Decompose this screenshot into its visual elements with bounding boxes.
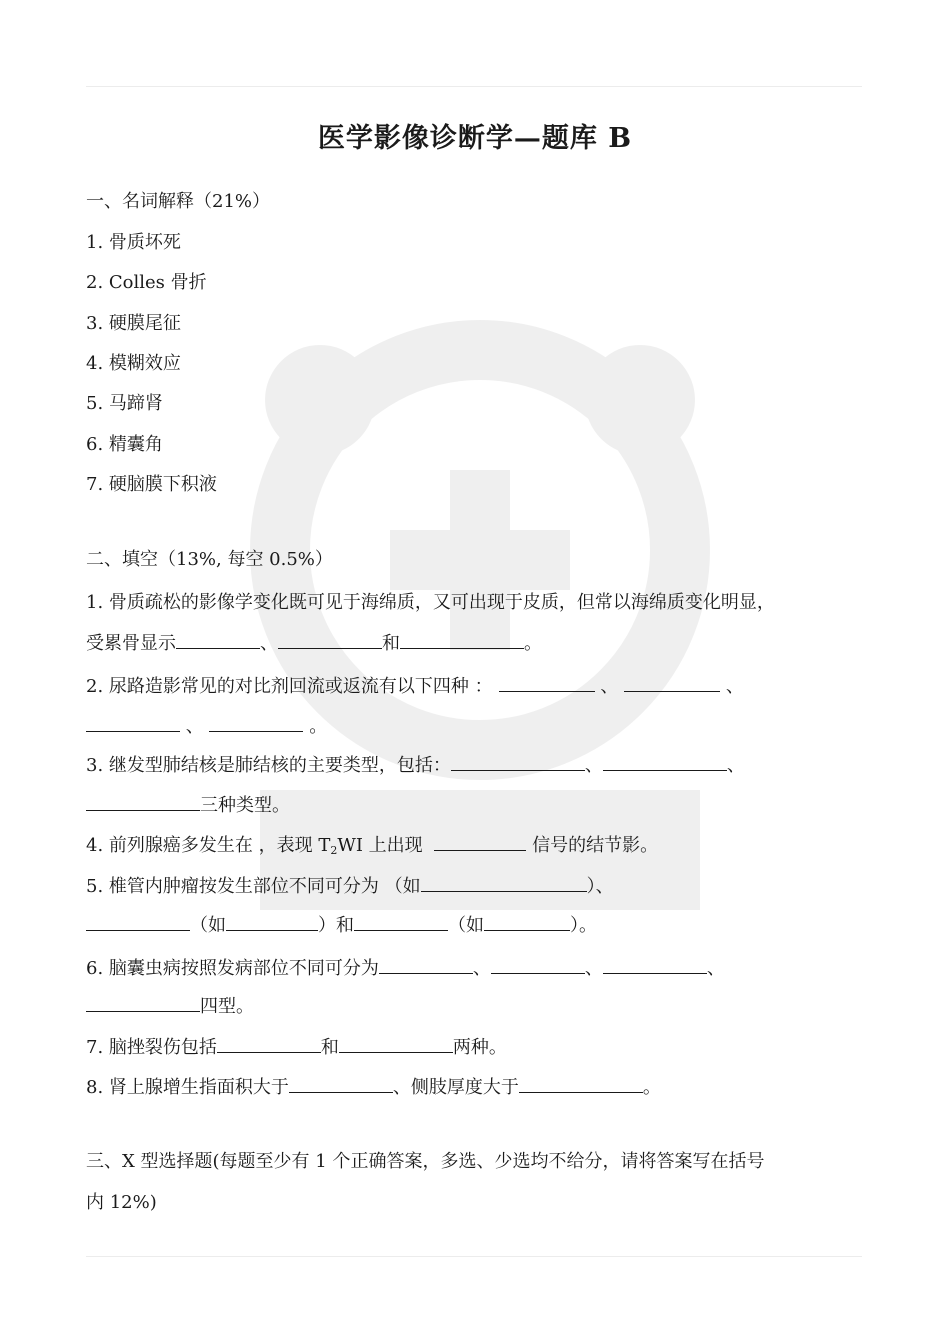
list-item: 1. 骨质坏死 bbox=[86, 232, 181, 253]
question-3-line-2: 三种类型。 bbox=[86, 792, 290, 818]
question-5-line-1: 5. 椎管内肿瘤按发生部位不同可分为 （如 ）、 bbox=[86, 873, 614, 899]
answer-blank[interactable] bbox=[86, 792, 200, 811]
answer-blank[interactable] bbox=[176, 630, 260, 649]
answer-blank[interactable] bbox=[339, 1034, 453, 1053]
question-5-line-2: （如 ）和 （如 ）。 bbox=[86, 912, 597, 938]
answer-blank[interactable] bbox=[434, 832, 526, 851]
list-item: 6. 精囊角 bbox=[86, 434, 163, 455]
answer-blank[interactable] bbox=[226, 912, 318, 931]
question-2-line-2: 、 。 bbox=[86, 713, 327, 739]
answer-blank[interactable] bbox=[491, 955, 585, 974]
question-1-line-2: 受累骨显示 、 和 。 bbox=[86, 630, 542, 656]
question-6-line-2: 四型。 bbox=[86, 993, 254, 1019]
question-7: 7. 脑挫裂伤包括 和 两种。 bbox=[86, 1034, 507, 1060]
answer-blank[interactable] bbox=[603, 955, 707, 974]
question-6-line-1: 6. 脑囊虫病按照发病部位不同可分为 、 、 、 bbox=[86, 955, 725, 981]
list-item: 2. Colles 骨折 bbox=[86, 272, 207, 293]
answer-blank[interactable] bbox=[86, 713, 180, 732]
list-item: 7. 硬脑膜下积液 bbox=[86, 474, 217, 495]
section-3-heading: 三、X 型选择题(每题至少有 1 个正确答案，多选、少选均不给分，请将答案写在括号 bbox=[86, 1151, 765, 1172]
page-title: 医学影像诊断学—题库 B bbox=[317, 123, 633, 154]
section-2-heading: 二、填空（13%, 每空 0.5%） bbox=[86, 549, 333, 570]
answer-blank[interactable] bbox=[484, 912, 570, 931]
question-2-line-1: 2. 尿路造影常见的对比剂回流或返流有以下四种 ： 、 、 bbox=[86, 673, 744, 699]
answer-blank[interactable] bbox=[499, 673, 595, 692]
answer-blank[interactable] bbox=[400, 630, 524, 649]
answer-blank[interactable] bbox=[451, 752, 585, 771]
answer-blank[interactable] bbox=[86, 912, 190, 931]
answer-blank[interactable] bbox=[519, 1074, 643, 1093]
bottom-divider bbox=[86, 1256, 862, 1257]
list-item: 5. 马蹄肾 bbox=[86, 393, 163, 414]
top-divider bbox=[86, 86, 862, 87]
answer-blank[interactable] bbox=[217, 1034, 321, 1053]
answer-blank[interactable] bbox=[86, 993, 200, 1012]
answer-blank[interactable] bbox=[421, 873, 587, 892]
answer-blank[interactable] bbox=[603, 752, 727, 771]
section-3-heading-cont: 内 12%) bbox=[86, 1192, 157, 1213]
list-item: 3. 硬膜尾征 bbox=[86, 313, 181, 334]
answer-blank[interactable] bbox=[278, 630, 382, 649]
question-1-line-1: 1. 骨质疏松的影像学变化既可见于海绵质，又可出现于皮质，但常以海绵质变化明显， bbox=[86, 592, 775, 613]
answer-blank[interactable] bbox=[289, 1074, 393, 1093]
question-8: 8. 肾上腺增生指面积大于 、侧肢厚度大于 。 bbox=[86, 1074, 661, 1100]
answer-blank[interactable] bbox=[209, 713, 303, 732]
section-1-heading: 一、名词解释（21%） bbox=[86, 191, 271, 212]
list-item: 4. 模糊效应 bbox=[86, 353, 181, 374]
question-3-line-1: 3. 继发型肺结核是肺结核的主要类型，包括： 、 、 bbox=[86, 752, 745, 778]
answer-blank[interactable] bbox=[354, 912, 448, 931]
answer-blank[interactable] bbox=[624, 673, 720, 692]
question-4: 4. 前列腺癌多发生在 ，表现 $T_2WI$ 上出现 信号的结节影。 bbox=[86, 832, 658, 863]
answer-blank[interactable] bbox=[379, 955, 473, 974]
